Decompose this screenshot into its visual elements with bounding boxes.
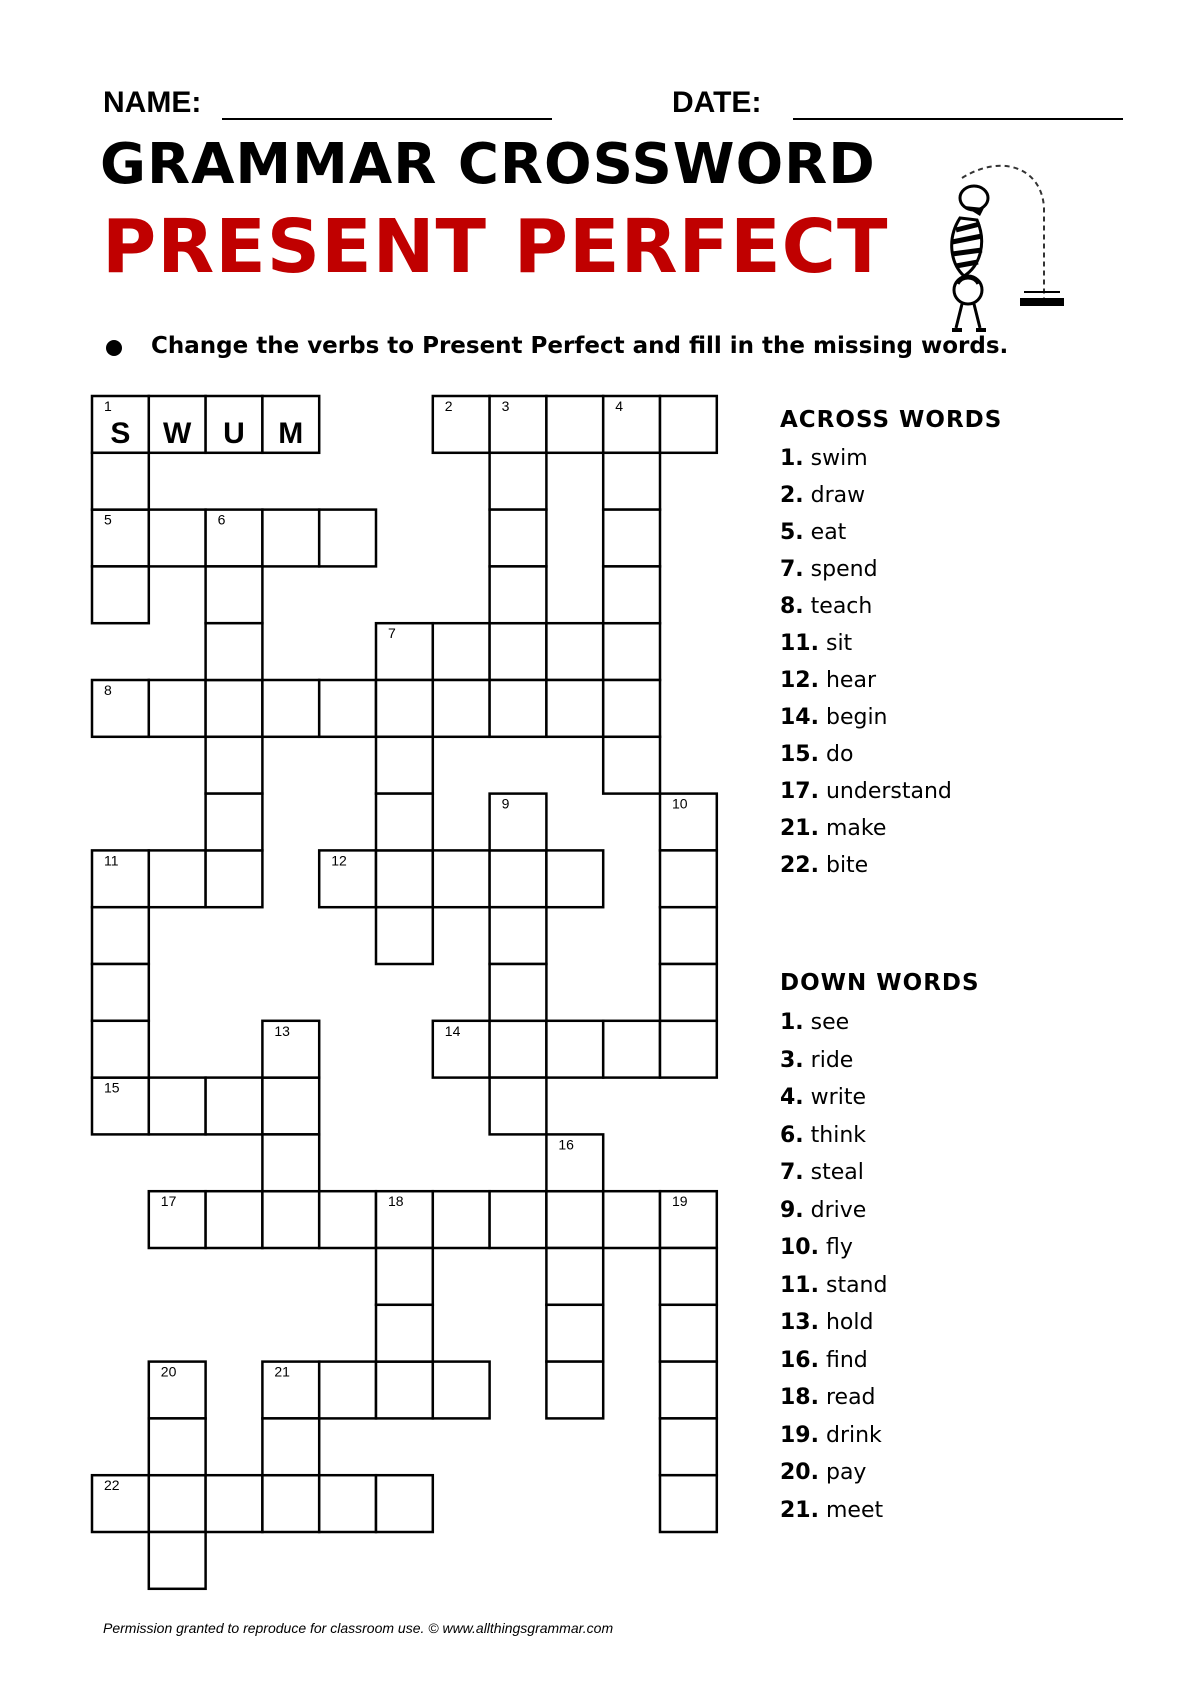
name-label: NAME: [103, 86, 202, 119]
crossword-cell[interactable] [433, 623, 490, 680]
across-clue [780, 779, 952, 804]
cell-number: 13 [274, 1022, 290, 1039]
crossword-cell[interactable] [262, 680, 319, 737]
across-clue [780, 631, 852, 656]
crossword-cell[interactable] [206, 1078, 263, 1135]
crossword-cell[interactable] [206, 680, 263, 737]
crossword-cell[interactable] [490, 680, 547, 737]
crossword-cell[interactable] [546, 1021, 603, 1078]
crossword-cell[interactable] [546, 1191, 603, 1248]
crossword-cell[interactable] [546, 623, 603, 680]
down-clue-number: 11. [780, 1272, 819, 1298]
down-clue-word: steal [803, 1160, 864, 1185]
across-clue [780, 853, 868, 878]
down-clue [780, 1048, 853, 1073]
down-clue-number: 13. [780, 1310, 819, 1335]
crossword-cell[interactable] [490, 794, 547, 851]
across-clue [780, 742, 853, 767]
down-clue-number: 4. [780, 1085, 804, 1110]
cell-number: 18 [388, 1193, 404, 1210]
crossword-cell[interactable] [660, 396, 717, 453]
crossword-cell[interactable] [319, 1475, 376, 1532]
crossword-cell[interactable] [490, 850, 547, 907]
down-clue [780, 1310, 873, 1335]
crossword-cell[interactable] [262, 1021, 319, 1078]
cell-number: 12 [331, 852, 347, 869]
crossword-cell[interactable] [603, 1191, 660, 1248]
crossword-cell[interactable] [376, 1305, 433, 1362]
down-clue-number: 20. [780, 1460, 819, 1485]
crossword-cell[interactable] [149, 680, 206, 737]
cell-number: 9 [501, 795, 510, 812]
crossword-cell[interactable] [660, 1418, 717, 1475]
across-clue-number: 22. [780, 853, 819, 878]
down-clue-word: ride [803, 1047, 854, 1073]
across-clue-word: do [818, 742, 854, 767]
crossword-cell[interactable] [660, 1021, 717, 1078]
crossword-cell[interactable] [660, 794, 717, 851]
down-clue-word: meet [818, 1497, 884, 1523]
crossword-cell[interactable] [206, 850, 263, 907]
cell-number: 4 [615, 398, 623, 414]
crossword-cell[interactable] [490, 453, 547, 510]
crossword-cell[interactable] [206, 737, 263, 794]
down-clue [780, 1235, 853, 1260]
down-clue [780, 1385, 876, 1410]
crossword-cell[interactable] [603, 453, 660, 510]
crossword-cell[interactable] [92, 1021, 149, 1078]
down-clue-number: 7. [780, 1160, 804, 1185]
crossword-cell[interactable] [433, 680, 490, 737]
down-clue [780, 1160, 864, 1185]
crossword-cell[interactable] [262, 1134, 319, 1191]
cell-number: 17 [160, 1193, 177, 1210]
crossword-cell[interactable] [603, 510, 660, 567]
crossword-cell[interactable] [603, 623, 660, 680]
across-clue-word: eat [803, 520, 847, 545]
cell-number: 3 [501, 398, 510, 414]
crossword-cell[interactable] [603, 566, 660, 623]
crossword-cell[interactable] [149, 510, 206, 567]
crossword-cell[interactable] [376, 1362, 433, 1419]
crossword-cell[interactable] [92, 453, 149, 510]
across-clue-number: 1. [780, 446, 804, 471]
crossword-cell[interactable] [490, 1191, 547, 1248]
across-clue-number: 2. [780, 483, 804, 508]
down-clue-word: see [803, 1010, 850, 1035]
down-clue-number: 6. [780, 1122, 804, 1148]
down-clue [780, 1460, 866, 1485]
cell-letter: W [163, 416, 192, 450]
down-clue-word: read [818, 1385, 876, 1410]
crossword-cell[interactable] [546, 850, 603, 907]
crossword-cell[interactable] [319, 510, 376, 567]
cell-number: 10 [672, 795, 688, 812]
crossword-cell[interactable] [376, 737, 433, 794]
across-clue [780, 594, 872, 619]
crossword-cell[interactable] [92, 850, 149, 907]
down-clue-number: 21. [780, 1497, 819, 1523]
across-clue-word: make [818, 816, 887, 841]
crossword-cell[interactable] [149, 850, 206, 907]
crossword-cell[interactable] [262, 1362, 319, 1419]
down-clue [780, 1348, 868, 1373]
cell-number: 5 [104, 511, 112, 528]
down-clue-word: stand [818, 1272, 888, 1298]
down-clue-number: 16. [780, 1347, 819, 1373]
crossword-cell[interactable] [262, 510, 319, 567]
crossword-cell[interactable] [376, 623, 433, 680]
down-clue [780, 1123, 866, 1148]
across-clue-number: 8. [780, 594, 804, 619]
cell-number: 20 [160, 1363, 177, 1380]
across-heading: ACROSS WORDS [780, 407, 1003, 433]
crossword-cell[interactable] [546, 1134, 603, 1191]
crossword-cell[interactable] [92, 1475, 149, 1532]
cell-number: 14 [444, 1022, 461, 1039]
cell-number: 11 [104, 852, 119, 869]
crossword-cell[interactable] [376, 1475, 433, 1532]
down-clue-number: 19. [780, 1422, 819, 1448]
down-clue [780, 1085, 866, 1110]
crossword-cell[interactable] [206, 510, 263, 567]
cell-number: 22 [104, 1477, 120, 1494]
crossword-cell[interactable] [319, 1362, 376, 1419]
crossword-cell[interactable] [433, 1191, 490, 1248]
crossword-cell[interactable] [660, 1305, 717, 1362]
down-clue-word: find [818, 1347, 868, 1373]
cell-number: 7 [388, 625, 396, 642]
crossword-cell[interactable] [546, 396, 603, 453]
across-clue-word: begin [818, 705, 888, 730]
crossword-cell[interactable] [206, 1475, 263, 1532]
down-clue [780, 1498, 883, 1523]
crossword-cell[interactable] [546, 1248, 603, 1305]
crossword-cell[interactable] [206, 566, 263, 623]
across-clue-word: swim [803, 446, 868, 471]
crossword-cell[interactable] [262, 1191, 319, 1248]
crossword-cell[interactable] [206, 1191, 263, 1248]
crossword-cell[interactable] [206, 623, 263, 680]
across-clue-number: 5. [780, 520, 804, 545]
crossword-cell[interactable] [376, 794, 433, 851]
across-clue [780, 705, 888, 730]
cell-number: 16 [558, 1136, 574, 1153]
crossword-cell[interactable] [149, 1078, 206, 1135]
crossword-cell[interactable] [490, 396, 547, 453]
date-label: DATE: [672, 86, 762, 119]
crossword-cell[interactable] [490, 566, 547, 623]
across-clue-word: spend [803, 557, 878, 582]
crossword-cell[interactable] [149, 1362, 206, 1419]
crossword-cell[interactable] [376, 1191, 433, 1248]
down-clue-word: pay [818, 1460, 867, 1485]
crossword-cell[interactable] [660, 907, 717, 964]
crossword-cell[interactable] [660, 1248, 717, 1305]
crossword-cell[interactable] [490, 1021, 547, 1078]
down-clue-number: 9. [780, 1197, 804, 1223]
down-clue [780, 1010, 849, 1035]
crossword-cell[interactable] [149, 1475, 206, 1532]
across-clue-number: 14. [780, 705, 819, 730]
crossword-cell[interactable] [546, 1362, 603, 1419]
across-clue-word: bite [818, 853, 869, 878]
crossword-cell[interactable] [149, 1191, 206, 1248]
across-clue [780, 668, 876, 693]
crossword-cell[interactable] [92, 964, 149, 1021]
crossword-cell[interactable] [660, 1362, 717, 1419]
across-clue-word: draw [803, 483, 866, 508]
across-clue-word: teach [803, 594, 873, 619]
crossword-cell[interactable] [376, 850, 433, 907]
down-clue [780, 1273, 887, 1298]
down-clue-number: 3. [780, 1047, 804, 1073]
across-clue [780, 446, 868, 471]
crossword-cell[interactable] [660, 1475, 717, 1532]
crossword-cell[interactable] [376, 1248, 433, 1305]
crossword-cell[interactable] [603, 1021, 660, 1078]
down-clue-word: write [803, 1085, 866, 1110]
page-subtitle: PRESENT PERFECT [102, 204, 889, 290]
down-clue-number: 18. [780, 1385, 819, 1410]
crossword-cell[interactable] [376, 907, 433, 964]
cell-letter: M [278, 416, 304, 450]
crossword-cell[interactable] [92, 907, 149, 964]
down-heading: DOWN WORDS [780, 970, 980, 996]
crossword-cell[interactable] [262, 1418, 319, 1475]
crossword-cell[interactable] [149, 1532, 206, 1589]
cell-number: 6 [217, 511, 226, 528]
across-clue-number: 11. [780, 631, 819, 656]
across-clue-number: 15. [780, 742, 819, 767]
crossword-cell[interactable] [433, 1021, 490, 1078]
crossword-cell[interactable] [603, 737, 660, 794]
crossword-cell[interactable] [433, 396, 490, 453]
across-clue-word: sit [818, 631, 853, 656]
cell-letter: S [110, 416, 131, 450]
cell-number: 1 [104, 398, 112, 414]
across-clue-word: understand [818, 779, 952, 804]
crossword-cell[interactable] [319, 1191, 376, 1248]
across-clue-word: hear [818, 668, 876, 693]
cell-number: 21 [274, 1363, 290, 1380]
crossword-cell[interactable] [149, 1418, 206, 1475]
down-clue-word: fly [818, 1235, 853, 1260]
cell-number: 15 [104, 1079, 120, 1096]
instruction-text: Change the verbs to Present Perfect and fill in the missing words. [151, 333, 1009, 359]
crossword-cell[interactable] [92, 680, 149, 737]
across-clue-number: 17. [780, 779, 819, 804]
across-clue-number: 12. [780, 668, 819, 693]
crossword-cell[interactable] [490, 964, 547, 1021]
down-clue-word: hold [818, 1310, 874, 1335]
crossword-cell[interactable] [206, 794, 263, 851]
across-clue [780, 520, 846, 545]
crossword-cell[interactable] [490, 1078, 547, 1135]
crossword-cell[interactable] [319, 680, 376, 737]
crossword-cell[interactable] [603, 680, 660, 737]
crossword-cell[interactable] [603, 396, 660, 453]
down-clue-word: drive [803, 1197, 867, 1223]
crossword-cell[interactable] [92, 510, 149, 567]
crossword-cell[interactable] [660, 850, 717, 907]
page-title: GRAMMAR CROSSWORD [100, 132, 876, 197]
crossword-cell[interactable] [319, 850, 376, 907]
down-clue-word: think [803, 1122, 867, 1148]
across-clue [780, 557, 878, 582]
cell-number: 2 [444, 398, 453, 414]
across-clue-number: 7. [780, 557, 804, 582]
down-clue-word: drink [818, 1422, 882, 1448]
crossword-cell[interactable] [490, 510, 547, 567]
across-clue [780, 483, 865, 508]
across-clue [780, 816, 886, 841]
crossword-cell[interactable] [92, 566, 149, 623]
down-clue [780, 1198, 866, 1223]
cell-number: 8 [104, 682, 112, 698]
crossword-cell[interactable] [433, 850, 490, 907]
crossword-cell[interactable] [660, 1191, 717, 1248]
crossword-cell[interactable] [546, 1305, 603, 1362]
across-clue-number: 21. [780, 816, 819, 841]
cell-letter: U [223, 416, 245, 450]
crossword-cell[interactable] [433, 1362, 490, 1419]
crossword-cell[interactable] [376, 680, 433, 737]
cell-number: 19 [672, 1193, 688, 1210]
crossword-cell[interactable] [92, 1078, 149, 1135]
crossword-cell[interactable] [490, 623, 547, 680]
crossword-cell[interactable] [490, 907, 547, 964]
crossword-cell[interactable] [546, 680, 603, 737]
crossword-cell[interactable] [262, 1078, 319, 1135]
footer-permission: Permission granted to reproduce for classroom use. © www.allthingsgrammar.com [103, 1620, 614, 1636]
crossword-cell[interactable] [660, 964, 717, 1021]
down-clue [780, 1423, 882, 1448]
down-clue-number: 10. [780, 1235, 819, 1260]
crossword-cell[interactable] [262, 1475, 319, 1532]
down-clue-number: 1. [780, 1010, 804, 1035]
